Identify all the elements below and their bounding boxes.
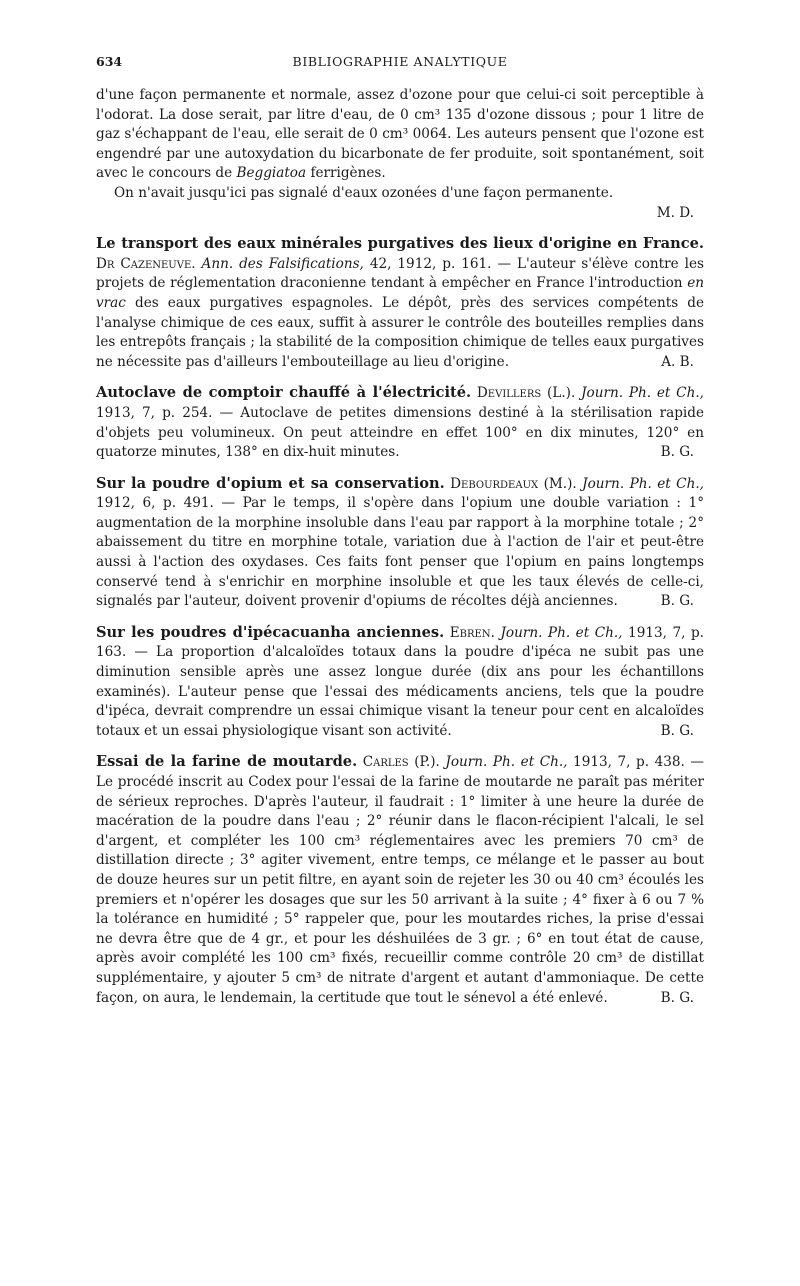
entry-text: — Autoclave de petites dimensions destiné à la stérilisation rapide d'objets peu volumineux. On peut atteindre en effet 100° en dix minutes, 120° en quatorze minutes, 138° en dix-huit minutes. bbox=[96, 404, 705, 461]
entry-citation: 1913, 7, p. 163. bbox=[96, 624, 704, 661]
entry-initials: B. G. bbox=[660, 722, 694, 739]
entry-source: Ann. des Falsifications, bbox=[201, 255, 364, 272]
entry-author: Dr Cazeneuve. bbox=[96, 255, 196, 272]
entry-title: Sur la poudre d'opium et sa conservation. bbox=[96, 474, 445, 492]
entry-source: Journ. Ph. et Ch., bbox=[445, 754, 568, 771]
page-number: 634 bbox=[96, 54, 123, 69]
entry-author: Carles (P.). bbox=[362, 754, 440, 771]
intro-text: d'une façon permanente et normale, assez d'ozone pour que celui-ci soit perceptible à l'odorat. La dose serait, par litre d'eau, de 0 cm³ 135 d'ozone dissous ; pour 1 litre de gaz s'échappant de l'eau, elle serait de 0 cm³ 0064. Les auteurs pensent que l'ozone est engendré par une autoxydation du bicarbonate de fer produite, soit spontanément, soit avec le concours de bbox=[96, 87, 704, 182]
entry-text-end: des eaux purgatives espagnoles. Le dépôt, près des services compétents de l'analyse chimique de ces eaux, suffit à assurer le contrôle des bouteilles remplies dans les entrepôts français ; la stabilité de la composition chimique de telles eaux purgatives ne nécessite pas d'ailleurs l'embouteillage au lieu d'origine. bbox=[96, 294, 704, 370]
entry-poudres-ipeca bbox=[96, 623, 704, 742]
entry-autoclave bbox=[96, 383, 704, 462]
entry-author: Devillers (L.). bbox=[476, 385, 576, 402]
entry-citation: 1913, 7, p. 438. bbox=[573, 754, 685, 771]
entry-initials: B. G. bbox=[660, 444, 694, 461]
entry-author: Debourdeaux (M.). bbox=[450, 475, 577, 492]
header-title: BIBLIOGRAPHIE ANALYTIQUE bbox=[292, 54, 508, 69]
entry-text: — Par le temps, il s'opère dans l'opium une double variation : 1° augmentation de la morphine insoluble dans l'eau par rapport à la morphine totale ; 2° abaissement du titre en morphine totale, variation due à l'action de l'air et peut-être aussi à l'action des oxydases. Ces faits font penser que l'opium en pains longtemps conservé tend à s'enrichir en morphine insoluble et que les taux élevés de celle-ci, signalés par l'auteur, doivent provenir d'opiums de récoltes déjà anciennes. bbox=[96, 495, 705, 610]
intro-paragraph bbox=[96, 86, 704, 184]
entry-citation: 1913, 7, p. 254. bbox=[96, 404, 213, 421]
intro-text-end: ferrigènes. bbox=[310, 165, 386, 182]
intro-paragraph-2-text: On n'avait jusqu'ici pas signalé d'eaux ozonées d'une façon permanente. bbox=[114, 184, 614, 201]
entry-poudre-opium bbox=[96, 474, 704, 612]
entry-source: Journ. Ph. et Ch., bbox=[581, 385, 704, 402]
entry-initials: B. G. bbox=[660, 989, 694, 1006]
entry-italic: en vrac bbox=[96, 275, 704, 311]
entry-farine-moutarde bbox=[96, 752, 704, 1008]
intro-initials: M. D. bbox=[656, 204, 694, 221]
entry-initials: A. B. bbox=[661, 353, 694, 370]
entry-title: Autoclave de comptoir chauffé à l'électricité. bbox=[96, 384, 472, 402]
entry-text: — La proportion d'alcaloïdes totaux dans la poudre d'ipéca ne subit pas une diminution sensible après une assez longue durée (dix ans pour les échantillons examinés). L'auteur pense que l'essai des médicaments anciens, tels que la poudre d'ipéca, devrait comprendre un essai chimique visant la teneur pour cent en alcaloïdes totaux et un essai physiologique visant son activité. bbox=[96, 644, 704, 739]
entry-title: Le transport des eaux minérales purgatives des lieux d'origine en France. bbox=[96, 235, 704, 253]
page bbox=[96, 52, 704, 1008]
entry-source: Journ. Ph. et Ch., bbox=[500, 624, 623, 641]
entry-citation: 1912, 6, p. 491. bbox=[96, 495, 214, 512]
entry-author: Ebren. bbox=[449, 624, 495, 641]
entry-title: Essai de la farine de moutarde. bbox=[96, 753, 358, 771]
entry-initials: B. G. bbox=[660, 593, 694, 610]
running-head bbox=[96, 52, 704, 72]
entry-citation: 42, 1912, p. 161. bbox=[369, 255, 492, 272]
intro-italic: Beggiatoa bbox=[236, 165, 307, 182]
entry-text: — L'auteur s'élève contre les projets de réglementation draconienne tendant à empêcher en France l'introduction bbox=[96, 255, 704, 292]
intro-paragraph-2 bbox=[96, 184, 704, 204]
entry-source: Journ. Ph. et Ch., bbox=[582, 475, 704, 492]
entry-title: Sur les poudres d'ipécacuanha anciennes. bbox=[96, 623, 445, 641]
entry-text: — Le procédé inscrit au Codex pour l'essai de la farine de moutarde ne paraît pas mériter de sérieux reproches. D'après l'auteur, il faudrait : 1° limiter à une heure la durée de macération de la poudre dans l'eau ; 2° réunir dans le flacon-récipient l'alcali, le sel d'argent, et compléter les 100 cm³ réglementaires avec les premiers 70 cm³ de distillation directe ; 3° agiter vivement, entre temps, ce mélange et le passer au bout de douze heures sur un petit filtre, en ayant soin de rejeter les 30 ou 40 cm³ écoulés les premiers et n'opérer les dosages que sur les 50 arrivant à la suite ; 4° fixer à 6 ou 7 % la tolérance en humidité ; 5° rappeler que, pour les moutardes riches, la prise d'essai ne devra être que de 4 gr., et pour les déshuilées de 3 gr. ; 6° en tout état de cause, après avoir complété les 100 cm³ fixés, recueillir comme contrôle 20 cm³ de distillat supplémentaire, y ajouter 5 cm³ de nitrate d'argent et autant d'ammoniaque. De cette façon, on aura, le lendemain, la certitude que tout le sénevol a été enlevé. bbox=[96, 754, 704, 1006]
entry-transport-eaux bbox=[96, 234, 704, 372]
